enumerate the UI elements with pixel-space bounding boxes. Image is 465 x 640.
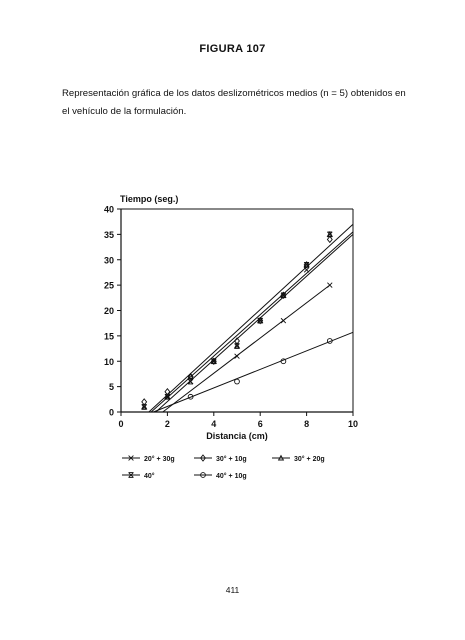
y-tick-label-5: 25 [103,280,114,291]
fit-line-3 [149,224,353,412]
legend-label-3: 30° + 20g [294,456,325,463]
x-tick-label-4: 8 [304,419,310,429]
fit-line-4 [156,234,353,412]
legend-label-2: 30° + 10g [216,456,247,463]
x-tick-label-5: 10 [347,419,359,429]
x-tick-label-3: 6 [257,419,263,429]
x-axis-title: Distancia (cm) [206,431,268,441]
legend-label-5: 40° + 10g [216,473,247,480]
legend-item-5 [194,472,247,480]
legend-label-4: 40° [144,473,155,480]
point-s1-9 [327,283,332,288]
x-tick-label-0: 0 [118,419,124,429]
y-axis-title: Tiempo (seg.) [120,194,179,204]
y-tick-label-4: 20 [103,306,114,316]
point-s2-9 [327,236,332,242]
y-tick-label-1: 5 [108,382,114,393]
legend-item-4 [122,472,155,480]
y-tick-label-0: 0 [108,407,114,418]
point-s1-7 [281,318,286,323]
point-s1-5 [235,354,240,359]
regression-lines [149,224,353,412]
y-tick-label-6: 30 [103,255,114,266]
legend-item-3 [272,455,325,463]
page-number: 411 [225,585,240,595]
caption-line-1: Representación gráfica de los datos deslizométricos medios (n = 5) obtenidos en [62,88,406,99]
fit-line-5 [153,332,353,412]
point-s5-2 [235,379,240,384]
legend-item-2 [194,455,247,463]
y-tick-label-3: 15 [103,331,114,342]
chart-axes [104,194,358,441]
y-tick-label-2: 10 [103,356,114,367]
data-points [142,232,332,409]
caption-line-2: el vehículo de la formulación. [62,106,187,117]
figure-title: FIGURA 107 [199,43,266,55]
y-tick-label-8: 40 [103,204,114,215]
legend-label-1: 20° + 30g [144,456,175,463]
y-tick-label-7: 35 [103,229,114,240]
x-tick-label-1: 2 [164,419,170,429]
chart-legend [122,455,325,480]
legend-item-1 [122,455,175,463]
fit-line-1 [163,285,330,412]
fit-line-2 [151,232,353,412]
x-tick-label-2: 4 [211,419,217,429]
